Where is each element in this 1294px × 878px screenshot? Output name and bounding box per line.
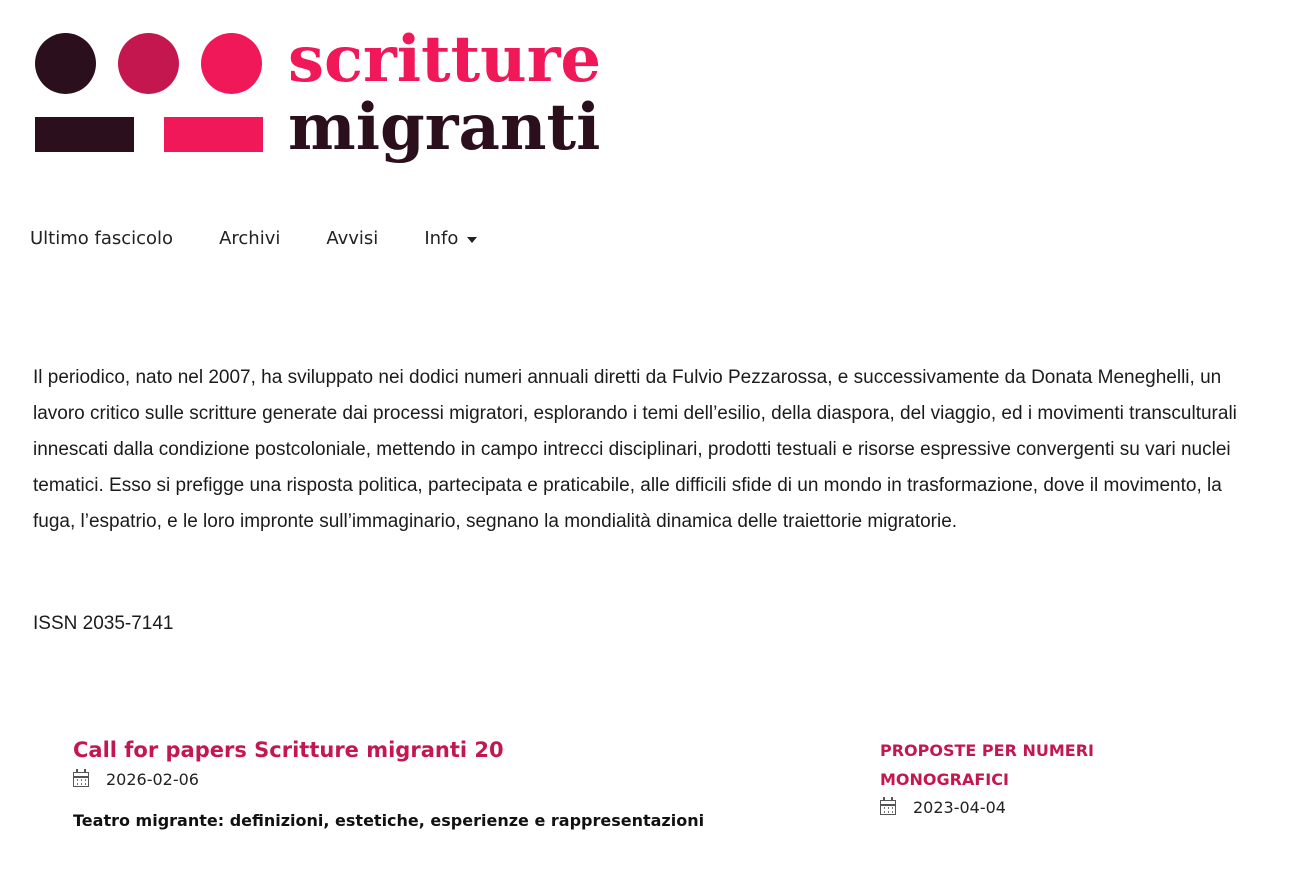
nav-item-label: Avvisi [326, 228, 379, 249]
main-nav [30, 228, 523, 249]
announcement-date-text: 2023-04-04 [913, 798, 1006, 817]
nav-item-info[interactable] [424, 228, 477, 249]
announcement-date [73, 770, 833, 789]
nav-item-archivi[interactable] [219, 228, 280, 249]
nav-item-label: Info [424, 228, 459, 249]
issn: ISSN 2035-7141 [33, 613, 174, 634]
nav-item-ultimo-fascicolo[interactable] [30, 228, 173, 249]
logo-bar-bright [164, 117, 263, 152]
logo-dot-mid [118, 33, 179, 94]
logo-bar-dark [35, 117, 134, 152]
announcement-date [880, 798, 1140, 817]
calendar-icon [73, 772, 89, 787]
logo-word-migranti: migranti [288, 90, 601, 165]
journal-description: Il periodico, nato nel 2007, ha sviluppato nei dodici numeri annuali diretti da Fulvio Pezzarossa, e successivamente da Donata Meneghelli, un lavoro critico sulle scritture generate dai processi migratori, esplorando i temi dell’esilio, della diaspora, del viaggio, ed i movimenti transculturali innescati dalla condizione postcoloniale, mettendo in campo intrecci disciplinari, prodotti testuali e risorse espressive convergenti su vari nuclei tematici. Esso si prefigge una risposta politica, partecipata e praticabile, alle difficili sfide di un mondo in trasformazione, dove il movimento, la fuga, l’espatrio, e le loro impronte sull’immaginario, segnano la mondialità dinamica delle traiettorie migratorie. [33, 367, 1237, 532]
nav-item-label: Ultimo fascicolo [30, 228, 174, 249]
logo-dot-bright [201, 33, 262, 94]
announcement-summary: Teatro migrante: definizioni, estetiche, esperienze e rappresentazioni [73, 811, 705, 830]
announcement-date-text: 2026-02-06 [106, 770, 199, 789]
nav-item-avvisi[interactable] [326, 228, 378, 249]
announcement-title-link[interactable]: Call for papers Scritture migranti 20 [73, 738, 504, 762]
caret-down-icon [467, 237, 477, 243]
nav-item-label: Archivi [219, 228, 281, 249]
logo-dot-dark [35, 33, 96, 94]
logo-word-scritture: scritture [288, 22, 602, 97]
announcement-title-link[interactable]: PROPOSTE PER NUMERI MONOGRAFICI [880, 741, 1094, 789]
calendar-icon [880, 800, 896, 815]
site-logo[interactable] [34, 22, 654, 178]
announcement-card [880, 736, 1140, 817]
announcement-card [73, 734, 833, 830]
